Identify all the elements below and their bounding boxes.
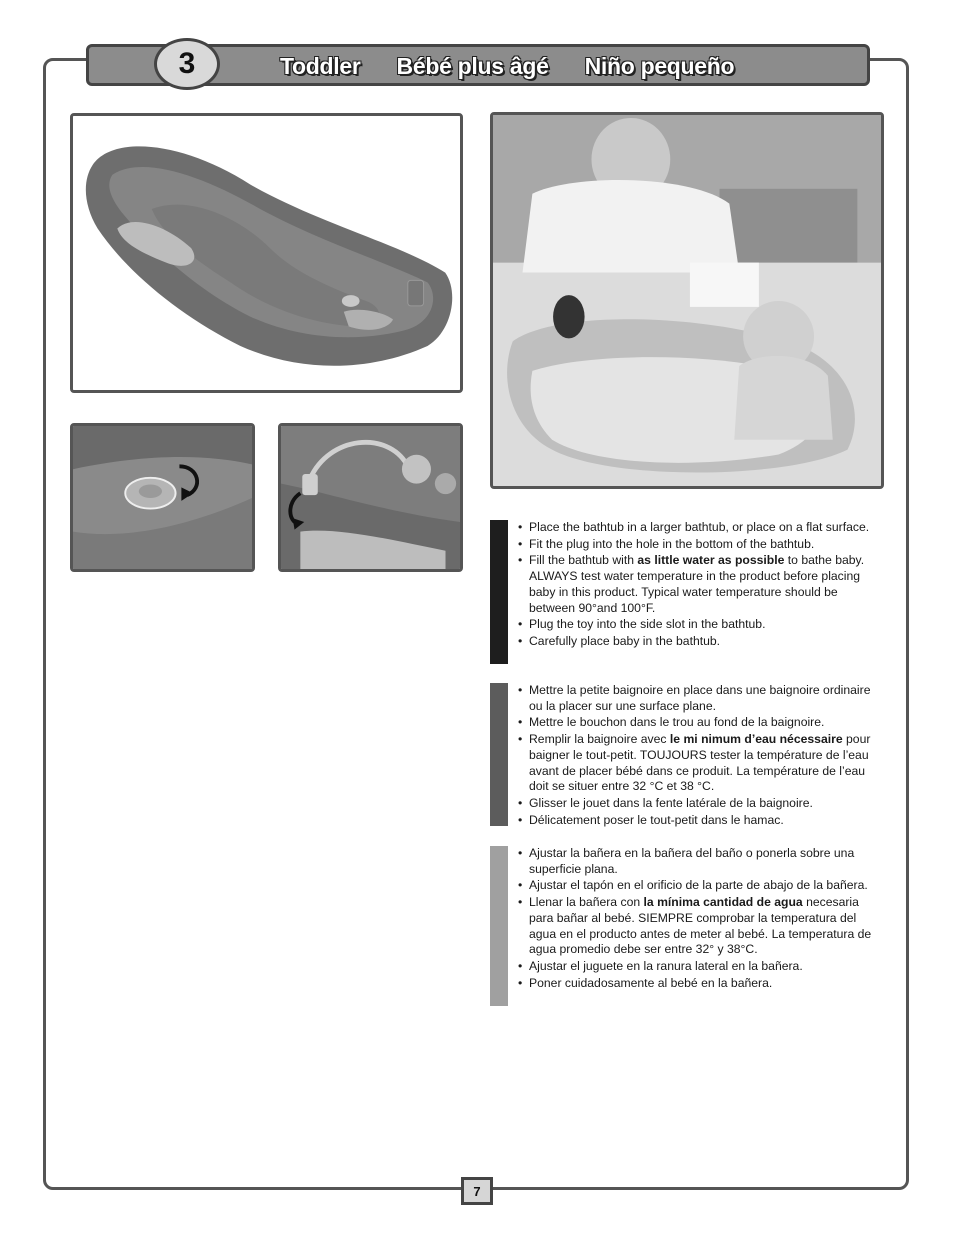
list-item: • Ajustar la bañera en la bañera del baño o ponerla sobre una superficie plana. bbox=[518, 846, 874, 877]
page-number: 7 bbox=[461, 1177, 493, 1205]
title-english: Toddler bbox=[280, 52, 361, 79]
list-item: • Carefully place baby in the bathtub. bbox=[518, 634, 874, 650]
plug-detail-image bbox=[70, 423, 255, 572]
list-item: • Llenar la bañera con la mínima cantidad de agua necesaria para bañar al bebé. SIEMPRE comprobar la temperatura del agua en el producto antes de meter al bebé. La temperatura de agua promedio debe ser entre 32° y 38°C. bbox=[518, 895, 874, 958]
instructions-spanish bbox=[490, 846, 874, 1006]
list-item: • Place the bathtub in a larger bathtub, or place on a flat surface. bbox=[518, 520, 874, 536]
english-steps bbox=[490, 520, 874, 650]
french-steps bbox=[490, 683, 874, 828]
list-item: • Mettre le bouchon dans le trou au fond de la baignoire. bbox=[518, 715, 874, 731]
language-bar-english bbox=[490, 520, 508, 664]
title-spanish: Niño pequeño bbox=[584, 52, 735, 79]
list-item: • Délicatement poser le tout-petit dans le hamac. bbox=[518, 813, 874, 829]
bathing-baby-photo bbox=[490, 112, 884, 489]
instructions-english bbox=[490, 520, 874, 664]
language-bar-french bbox=[490, 683, 508, 826]
list-item: • Ajustar el tapón en el orificio de la parte de abajo de la bañera. bbox=[518, 878, 874, 894]
list-item: • Fit the plug into the hole in the bottom of the bathtub. bbox=[518, 537, 874, 553]
list-item: • Ajustar el juguete en la ranura lateral en la bañera. bbox=[518, 959, 874, 975]
step-number-badge: 3 bbox=[154, 38, 220, 90]
list-item: • Glisser le jouet dans la fente latérale de la baignoire. bbox=[518, 796, 874, 812]
list-item: • Fill the bathtub with as little water as possible to bathe baby. ALWAYS test water temperature in the product before placing baby in this product. Typical water temperature should be between 90°and 100°F. bbox=[518, 553, 874, 616]
step-title-row bbox=[280, 50, 734, 82]
title-french: Bébé plus âgé bbox=[396, 52, 549, 79]
list-item: • Poner cuidadosamente al bebé en la bañera. bbox=[518, 976, 874, 992]
list-item: • Remplir la baignoire avec le mi nimum d’eau nécessaire pour baigner le tout-petit. TOUJOURS tester la température de l’eau avant de placer bébé dans ce produit. La température de l’eau doit se situer entre 32 °C et 38 °C. bbox=[518, 732, 874, 795]
list-item: • Mettre la petite baignoire en place dans une baignoire ordinaire ou la placer sur une surface plane. bbox=[518, 683, 874, 714]
toy-detail-image bbox=[278, 423, 463, 572]
spanish-steps bbox=[490, 846, 874, 991]
language-bar-spanish bbox=[490, 846, 508, 1006]
list-item: • Plug the toy into the side slot in the bathtub. bbox=[518, 617, 874, 633]
bathtub-illustration bbox=[70, 113, 463, 393]
instructions-french bbox=[490, 683, 874, 826]
